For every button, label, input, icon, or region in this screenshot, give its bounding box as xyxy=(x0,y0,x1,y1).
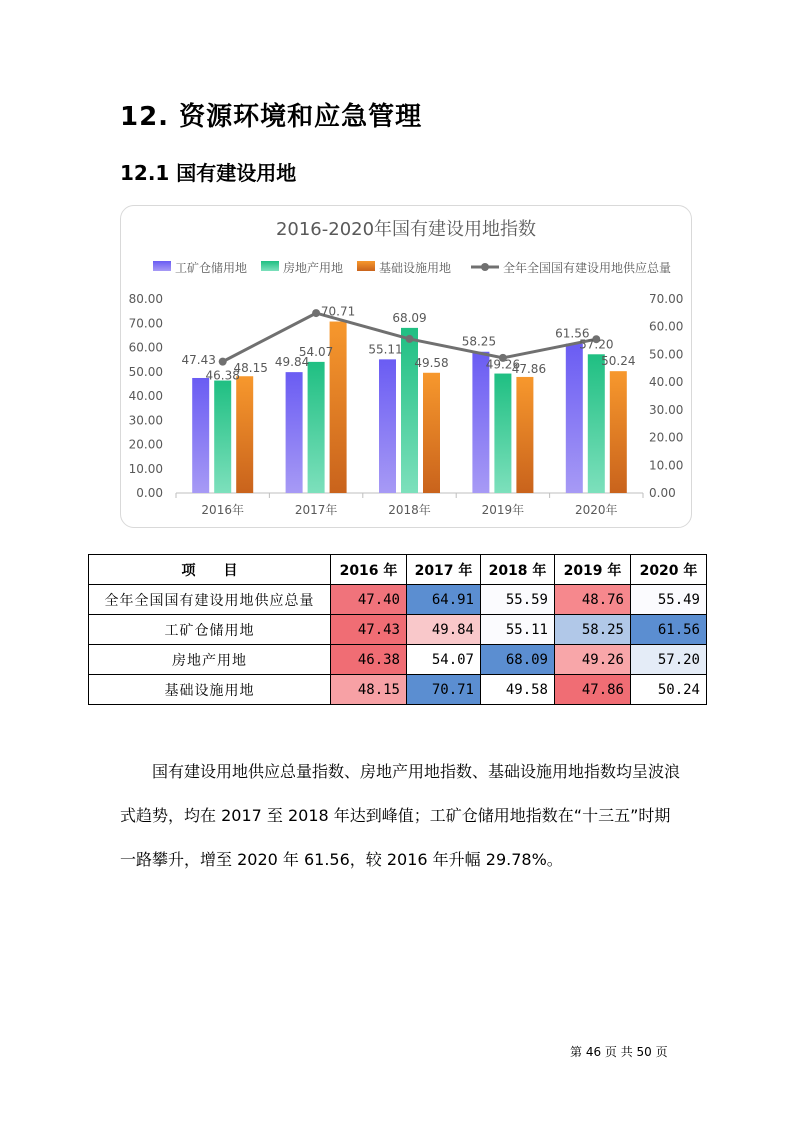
bar xyxy=(286,372,303,493)
bar xyxy=(494,374,511,493)
table-cell: 55.11 xyxy=(481,615,555,645)
data-label: 46.38 xyxy=(205,368,240,383)
data-table xyxy=(88,554,707,705)
table-cell: 50.24 xyxy=(631,675,707,705)
data-label: 47.43 xyxy=(181,352,216,367)
bar xyxy=(236,376,253,493)
y-left-tick: 70.00 xyxy=(128,316,163,331)
header-year: 2017 年 xyxy=(407,555,481,585)
table-cell: 49.26 xyxy=(555,645,631,675)
legend-label: 基础设施用地 xyxy=(379,261,452,275)
legend-swatch xyxy=(153,261,171,271)
table-cell: 48.15 xyxy=(331,675,407,705)
row-label: 全年全国国有建设用地供应总量 xyxy=(89,585,331,615)
legend-swatch xyxy=(357,261,375,271)
table-row xyxy=(89,585,707,615)
table-cell: 64.91 xyxy=(407,585,481,615)
x-tick-label: 2018年 xyxy=(388,503,431,517)
x-tick-label: 2017年 xyxy=(294,503,338,517)
header-year: 2018 年 xyxy=(481,555,555,585)
legend-label: 房地产用地 xyxy=(283,261,344,275)
table-cell: 49.84 xyxy=(407,615,481,645)
bar xyxy=(401,328,418,493)
table-cell: 55.59 xyxy=(481,585,555,615)
data-label: 48.15 xyxy=(233,361,268,376)
y-right-tick: 70.00 xyxy=(649,292,684,306)
bar-line-chart xyxy=(121,206,691,527)
y-right-tick: 40.00 xyxy=(649,375,684,390)
legend-label: 工矿仓储用地 xyxy=(175,261,248,275)
table-cell: 48.76 xyxy=(555,585,631,615)
legend-swatch xyxy=(261,261,279,271)
y-right-tick: 60.00 xyxy=(649,319,684,334)
table-row xyxy=(89,645,707,675)
y-left-tick: 40.00 xyxy=(128,389,163,403)
chart-container xyxy=(120,205,692,528)
row-label: 房地产用地 xyxy=(89,645,331,675)
bar xyxy=(308,362,325,493)
table-cell: 46.38 xyxy=(331,645,407,675)
table-cell: 61.56 xyxy=(631,615,707,645)
data-label: 50.24 xyxy=(601,354,636,369)
x-tick-label: 2019年 xyxy=(481,503,525,517)
bar xyxy=(379,359,396,493)
table-cell: 55.49 xyxy=(631,585,707,615)
table-cell: 68.09 xyxy=(481,645,555,675)
table-cell: 49.58 xyxy=(481,675,555,705)
data-label: 57.20 xyxy=(579,337,614,352)
y-right-tick: 0.00 xyxy=(649,486,676,500)
paragraph-text: 国有建设用地供应总量指数、房地产用地指数、基础设施用地指数均呈波浪式趋势，均在 2017 至 2018 年达到峰值；工矿仓储用地指数在“十三五”时期一路攀升，增至 2020 年 61.56，较 2016 年升幅 29.78%。 xyxy=(120,762,681,869)
row-label: 基础设施用地 xyxy=(89,675,331,705)
data-label: 49.58 xyxy=(414,355,449,370)
table-row xyxy=(89,615,707,645)
section-heading: 12. 资源环境和应急管理 xyxy=(120,102,423,132)
table-cell: 47.40 xyxy=(331,585,407,615)
bar xyxy=(192,378,209,493)
header-year: 2019 年 xyxy=(555,555,631,585)
table-row xyxy=(89,675,707,705)
data-label: 47.86 xyxy=(511,361,547,376)
bar xyxy=(472,352,489,493)
y-left-tick: 20.00 xyxy=(128,437,163,452)
y-right-tick: 20.00 xyxy=(649,430,684,445)
header-year: 2020 年 xyxy=(631,555,707,585)
y-left-tick: 50.00 xyxy=(128,364,163,379)
line-point xyxy=(219,358,227,366)
bar xyxy=(516,377,533,493)
legend-marker xyxy=(481,263,489,271)
y-right-tick: 30.00 xyxy=(649,402,684,417)
bar xyxy=(214,381,231,493)
line-point xyxy=(406,335,414,343)
bar xyxy=(423,373,440,493)
table-cell: 47.43 xyxy=(331,615,407,645)
y-left-tick: 0.00 xyxy=(136,486,163,500)
subsection-heading: 12.1 国有建设用地 xyxy=(120,161,297,185)
data-label: 58.25 xyxy=(461,334,497,349)
y-left-tick: 30.00 xyxy=(128,413,163,428)
body-paragraph xyxy=(120,750,680,882)
data-label: 61.56 xyxy=(555,326,590,341)
y-left-tick: 80.00 xyxy=(128,292,163,306)
y-right-tick: 10.00 xyxy=(649,458,684,473)
data-label: 49.84 xyxy=(274,355,310,370)
y-right-tick: 50.00 xyxy=(649,347,684,362)
table-cell: 57.20 xyxy=(631,645,707,675)
y-left-tick: 60.00 xyxy=(128,340,163,355)
row-label: 工矿仓储用地 xyxy=(89,615,331,645)
legend-label: 全年全国国有建设用地供应总量 xyxy=(503,261,672,275)
x-tick-label: 2016年 xyxy=(201,503,244,517)
data-label: 70.71 xyxy=(320,304,356,319)
data-label: 68.09 xyxy=(392,310,427,325)
x-tick-label: 2020年 xyxy=(575,503,618,517)
table-cell: 70.71 xyxy=(407,675,481,705)
data-label: 49.26 xyxy=(485,357,521,372)
table-cell: 47.86 xyxy=(555,675,631,705)
bar xyxy=(588,354,605,493)
header-item: 项 目 xyxy=(89,555,331,585)
data-label: 54.07 xyxy=(298,344,334,359)
y-left-tick: 10.00 xyxy=(128,461,163,476)
table-cell: 54.07 xyxy=(407,645,481,675)
line-point xyxy=(312,309,320,317)
table-cell: 58.25 xyxy=(555,615,631,645)
chart-title: 2016-2020年国有建设用地指数 xyxy=(275,219,537,240)
header-year: 2016 年 xyxy=(331,555,407,585)
page-footer: 第 46 页 共 50 页 xyxy=(570,1045,668,1059)
table-header-row xyxy=(89,555,707,585)
bar xyxy=(610,371,627,493)
data-label: 55.11 xyxy=(368,342,403,357)
bar xyxy=(566,344,583,493)
